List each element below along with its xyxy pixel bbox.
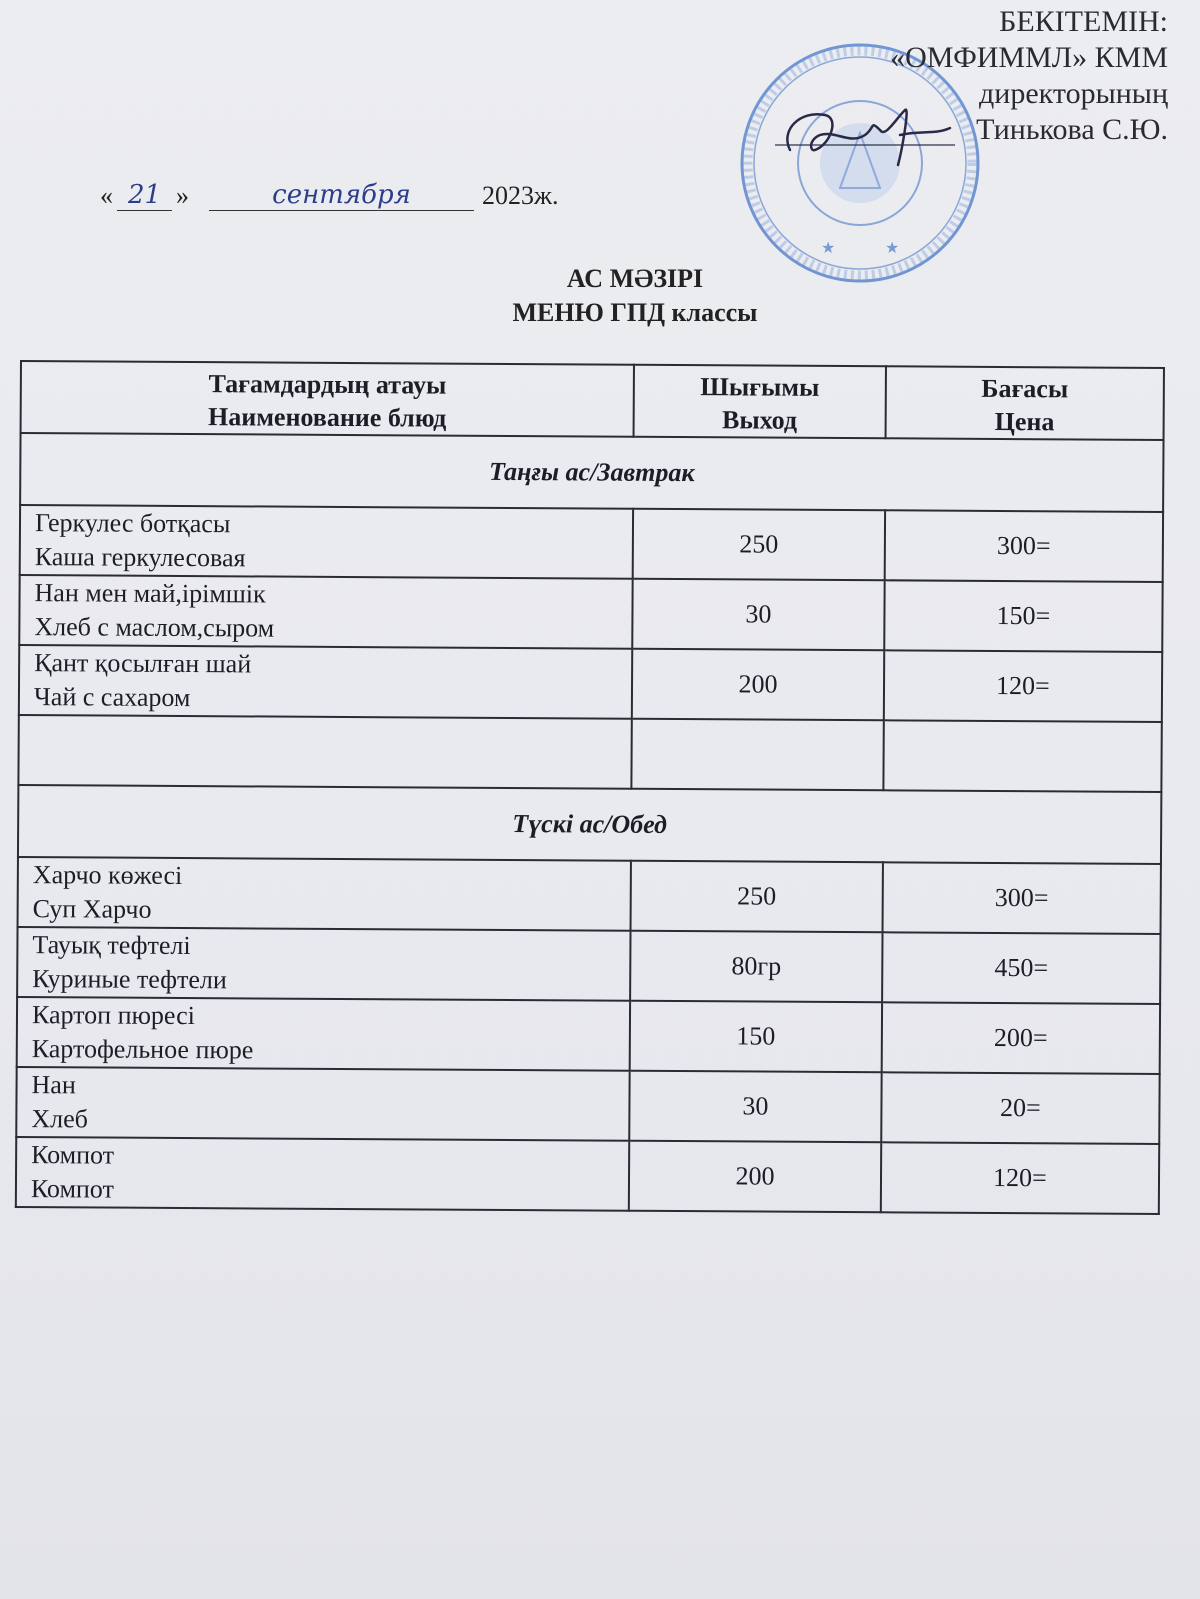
date-month: сентября <box>209 180 474 211</box>
table-row <box>20 505 1163 582</box>
dish-name-cell <box>16 1067 630 1141</box>
dish-name-kz: Нан мен май,ірімшік <box>34 578 266 609</box>
dish-name-cell <box>18 857 632 931</box>
header-output-ru: Выход <box>721 405 798 435</box>
approval-organization: «ОМФИММЛ» КММ <box>890 41 1168 74</box>
title-kz: АС МӘЗІРІ <box>566 264 704 293</box>
header-price-ru: Цена <box>994 406 1055 437</box>
dish-name-ru: Чай с сахаром <box>33 682 191 713</box>
header-dish-name-kz: Тағамдардың атауы <box>208 369 447 400</box>
date-close-quote: » <box>176 181 189 210</box>
header-price <box>885 366 1164 440</box>
dish-name-ru: Каша геркулесовая <box>34 542 246 573</box>
header-dish-name <box>21 361 635 437</box>
header-price-kz: Бағасы <box>981 373 1069 404</box>
header-output-kz: Шығымы <box>700 372 820 402</box>
approval-position: директорының <box>979 77 1168 110</box>
dish-price: 300= <box>885 510 1164 582</box>
dish-name-ru: Хлеб с маслом,сыром <box>34 612 275 643</box>
menu-table <box>15 360 1165 1215</box>
dish-output: 80гр <box>630 931 882 1003</box>
svg-text:★: ★ <box>821 240 836 257</box>
table-row <box>16 1137 1159 1214</box>
dish-name-cell <box>19 645 633 719</box>
table-row <box>17 927 1160 1004</box>
dish-price: 300= <box>882 862 1161 934</box>
dish-name-kz: Тауық тефтелі <box>32 930 191 961</box>
table-row <box>16 1067 1159 1144</box>
dish-name-kz: Компот <box>31 1140 115 1170</box>
document-title <box>0 262 1200 330</box>
dish-name-kz: Нан <box>31 1070 76 1100</box>
section-title-breakfast: Таңғы ас/Завтрак <box>20 433 1163 512</box>
approval-director-name: Тинькова С.Ю. <box>976 113 1168 146</box>
dish-output: 250 <box>633 509 885 581</box>
dish-name-cell <box>20 505 634 579</box>
empty-cell <box>18 715 632 789</box>
header-dish-name-ru: Наименование блюд <box>207 402 447 433</box>
table-row <box>19 645 1162 722</box>
section-row-lunch <box>18 785 1161 864</box>
dish-output: 250 <box>631 861 883 933</box>
dish-name-ru: Картофельное пюре <box>31 1034 254 1065</box>
approval-heading: БЕКІТЕМІН: <box>999 5 1168 38</box>
dish-price: 20= <box>881 1072 1160 1144</box>
table-row <box>17 997 1160 1074</box>
dish-name-ru: Куриные тефтели <box>32 964 227 995</box>
dish-output: 200 <box>632 649 884 721</box>
table-row <box>18 857 1161 934</box>
dish-name-cell <box>17 997 631 1071</box>
date-day: 21 <box>117 180 172 211</box>
dish-price: 120= <box>881 1142 1160 1214</box>
section-row-breakfast <box>20 433 1163 512</box>
dish-price: 450= <box>882 932 1161 1004</box>
dish-name-kz: Картоп пюресі <box>31 1000 196 1031</box>
date-open-quote: « <box>100 181 113 210</box>
dish-name-ru: Суп Харчо <box>32 894 152 924</box>
dish-output: 150 <box>630 1001 882 1073</box>
date-year: 2023ж. <box>482 181 559 210</box>
dish-name-kz: Геркулес ботқасы <box>34 508 231 539</box>
dish-output: 30 <box>632 579 884 651</box>
dish-name-cell <box>16 1137 630 1211</box>
empty-cell <box>883 720 1162 792</box>
dish-name-ru: Хлеб <box>31 1104 88 1134</box>
dish-price: 150= <box>884 580 1163 652</box>
dish-name-cell <box>19 575 633 649</box>
dish-price: 200= <box>882 1002 1161 1074</box>
svg-text:★: ★ <box>885 240 900 257</box>
dish-name-cell <box>17 927 631 1001</box>
approval-block <box>890 4 1168 148</box>
dish-name-kz: Харчо көжесі <box>32 860 183 891</box>
dish-output: 200 <box>629 1141 881 1213</box>
dish-name-ru: Компот <box>30 1174 114 1204</box>
table-row <box>19 575 1162 652</box>
table-header-row <box>21 361 1164 440</box>
header-output <box>634 365 886 439</box>
document-date <box>100 180 558 211</box>
dish-output: 30 <box>629 1071 881 1143</box>
empty-cell <box>632 719 884 791</box>
section-title-lunch: Түскі ас/Обед <box>18 785 1161 864</box>
empty-row <box>18 715 1161 792</box>
dish-name-kz: Қант қосылған шай <box>34 648 252 679</box>
dish-price: 120= <box>884 650 1163 722</box>
title-ru: МЕНЮ ГПД классы <box>512 298 758 327</box>
